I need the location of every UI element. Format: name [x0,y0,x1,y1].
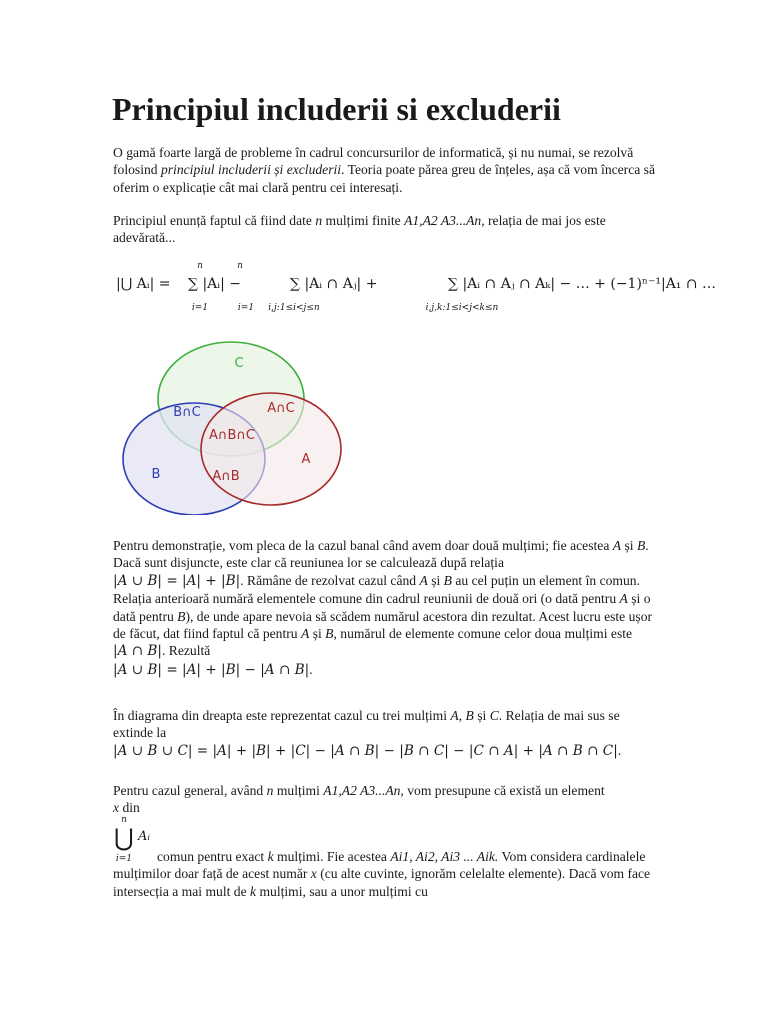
label-b: B [151,467,161,482]
label-a: A [301,452,311,467]
formula-lhs: |⋃ Aᵢ| = [116,276,171,292]
sum3-bottom-index: i,j,k:1≤i<j<k≤n [425,303,499,313]
var-b-5: B [465,708,474,723]
sets-list-2: A1,A2 A3...An, [323,783,404,798]
intro-emphasis: principiul includerii și excluderii [160,162,342,178]
formula-intersection: |A ∩ B| [113,643,162,660]
demo-text-5: și o dată pentru [113,591,651,624]
three-dot: . [617,742,622,758]
var-c: C [489,708,499,723]
formula-term2: ∑ |Aᵢ ∩ Aⱼ| + [290,276,378,292]
union-a-i: Aᵢ [138,829,151,844]
union-top: n [121,815,127,825]
union-top-index: n [237,261,243,271]
var-n: n [315,213,323,228]
var-b-4: B [325,626,334,642]
formula-three-sets: |A ∪ B ∪ C| = |A| + |B| + |C| − |A ∩ B| − |B ∩ C| − |C ∩ A| + |A ∩ B ∩ C| [113,742,618,759]
var-a: A [612,538,622,553]
general-text-6: mulțimi. Fie acestea [273,849,391,864]
intro-text-end: . Teoria poate părea greu de înțeles, așa că vom încerca să oferim o explicație cât mai clară pentru cei interesați. [113,162,655,195]
label-a-and-b-and-c: A∩B∩C [209,428,255,443]
demo-and-3: și [309,626,326,642]
subsets-list: Ai1, Ai2, Ai3 ... Aik. [390,849,499,864]
three-text-2: . Relația de mai sus se extinde la [113,708,620,741]
general-text-7: Vom considera cardinalele mulțimilor doar față de acest număr [113,849,646,882]
general-case-intro [113,782,658,817]
three-sets-paragraph [113,707,658,760]
page-title: Principiul includerii si excluderii [112,91,561,127]
general-case-continued [113,848,658,900]
intro-text: O gamă foarte largă de probleme în cadrul concursurilor de informatică, și nu numai, se rezolvă folosind [113,145,634,178]
demo-and: și [621,538,637,553]
statement-text-2: mulțimi finite [322,213,405,228]
formula-disjoint-union: |A ∪ B| = |A| + |B| [113,572,241,589]
statement-text: Principiul enunță faptul că fiind date [113,213,316,228]
demo-text-1: Pentru demonstrație, vom pleca de la cazul banal când avem doar două mulțimi; fie acestea [113,538,613,553]
three-and: și [473,708,490,723]
formula-term1: ∑ |Aᵢ| − [188,276,241,292]
union-symbol: ⋃ [114,824,134,852]
general-text-1: Pentru cazul general, având [113,783,267,798]
label-a-and-b: A∩B [212,469,240,484]
demo-text-4: au cel puțin un element în comun. Relația anterioară numără elementele comune din cadrul reuniunii de două ori (o dată pentru [113,572,640,607]
var-x-2: x [310,866,317,882]
var-a-4: A [300,626,310,642]
var-k-2: k [250,883,257,899]
var-b-3: B [177,608,186,624]
three-text-1: În diagrama din dreapta este reprezentat cazul cu trei mulțimi [113,708,451,723]
formula-term3: ∑ |Aᵢ ∩ Aⱼ ∩ Aₖ| − … + (−1)ⁿ⁻¹|A₁ ∩ … [448,276,717,292]
general-text-4: din [119,800,140,816]
var-b: B [636,538,646,553]
var-x: x [113,800,120,816]
general-text-3: vom presupune că există un element [403,783,605,798]
general-text-9: mulțimi, sau a unor mulțimi cu [256,883,428,899]
demo-text-7: , numărul de elemente comune celor doua mulțimi este [333,626,633,642]
var-a-5: A [450,708,459,723]
intro-paragraph [113,144,658,196]
label-b-and-c: B∩C [173,405,201,420]
demo-text-2: . Dacă sunt disjuncte, este clar că reuniunea lor se calculează după relația [113,538,649,571]
demo-text-6: ), de unde apare nevoia să scădem numărul acestora din rezultat. Acest lucru este ușor de făcut, dat fiind faptul că pentru [113,608,653,642]
label-a-and-c: A∩C [267,401,295,416]
sum2-bottom-index: i,j:1≤i<j≤n [268,303,320,313]
label-c: C [234,356,244,371]
demo-text-3: . Rămâne de rezolvat cazul când [240,572,420,588]
var-a-3: A [619,591,628,607]
var-n-2: n [266,783,274,798]
general-text-5: comun pentru exact [157,849,268,864]
var-k: k [267,849,274,864]
var-a-2: A [419,572,428,588]
demo-and-2: și [427,572,444,588]
formula-two-sets: |A ∪ B| = |A| + |B| − |A ∩ B| [113,661,310,678]
statement-paragraph [113,212,658,247]
venn-diagram [118,335,348,520]
var-b-2: B [443,572,452,588]
sets-list: A1,A2 A3...An, [404,213,485,228]
demonstration-paragraph [113,537,658,679]
sum1-bottom-index: i=1 [191,303,209,313]
sum1-top-index: n [197,261,203,271]
union-bottom-index: i=1 [237,303,255,313]
general-text-2: mulțimi [273,783,324,798]
main-formula [112,258,768,318]
demo-dot: . [309,661,313,677]
union-bottom: i=1 [115,854,133,864]
comma: , [458,708,466,723]
demo-text-8: . Rezultă [162,643,211,659]
general-text-8: (cu alte cuvinte, ignorăm celelalte elemente). Dacă vom face intersecția a mai mult de [113,866,651,899]
statement-text-3: relația de mai jos este adevărată... [113,213,606,246]
